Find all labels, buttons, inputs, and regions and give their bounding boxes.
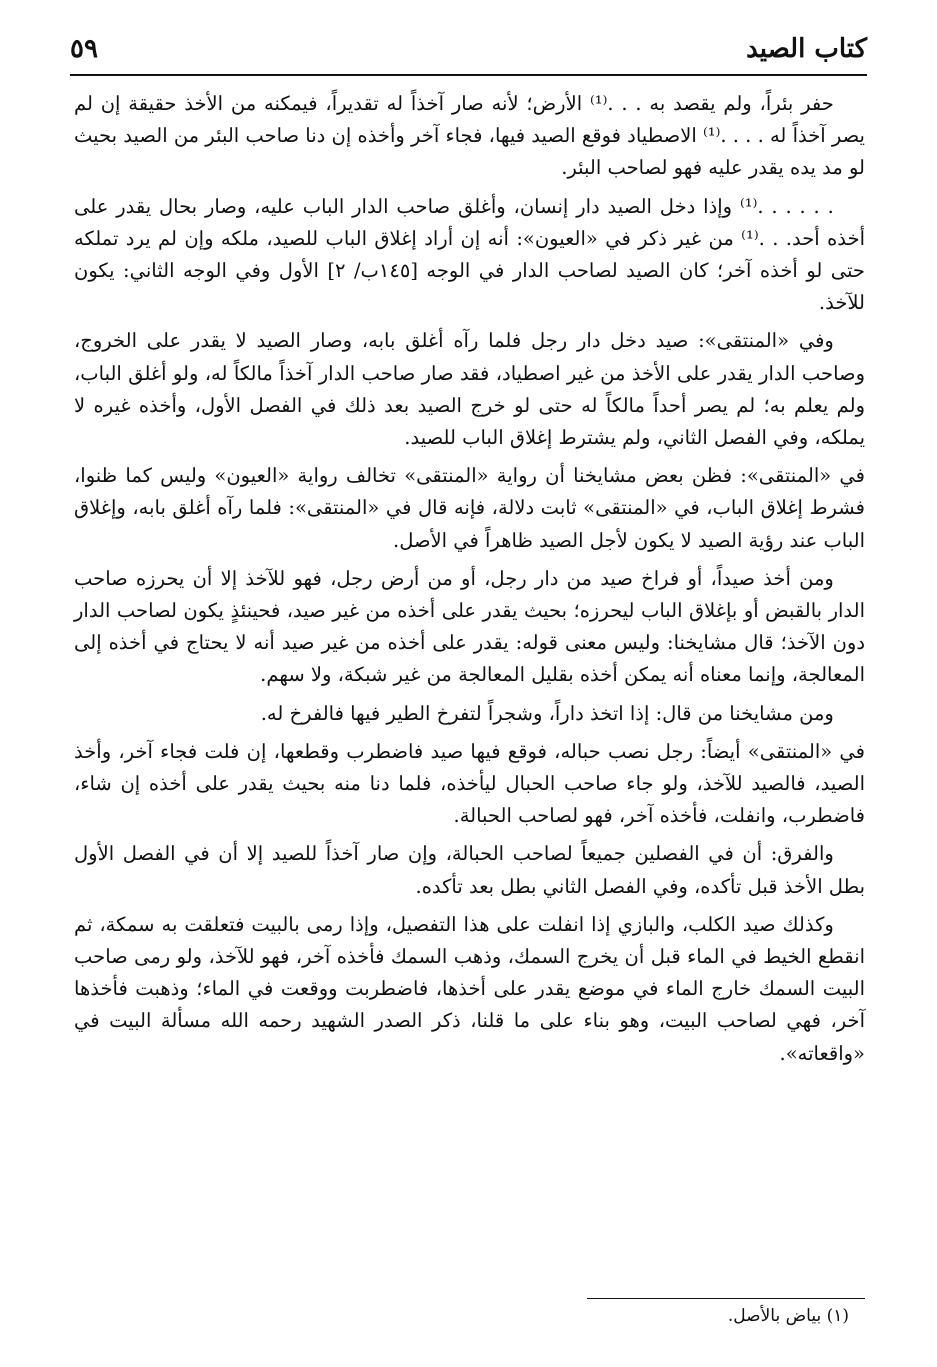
page-header <box>70 28 867 76</box>
footnote-divider <box>587 1298 865 1299</box>
page-number: ٥٩ <box>70 34 98 64</box>
paragraph-6: ومن مشايخنا من قال: إذا اتخذ داراً، وشجراً لتفرخ الطير فيها فالفرخ له. <box>260 701 834 725</box>
body-text <box>74 88 865 1076</box>
paragraph-4: في «المنتقى»: فظن بعض مشايخنا أن رواية «المنتقى» تخالف رواية «العيون» وليس كما ظنوا، فشرط إغلاق الباب، في «المنتقى» ثابت دلالة، فإنه قال في «المنتقى»: فلما رآه أغلق بابه، وإغلاق الباب عند رؤية الصيد لا يكون لأجل الصيد ظاهراً في الأصل. <box>74 464 865 552</box>
paragraph-7: في «المنتقى» أيضاً: رجل نصب حباله، فوقع فيها صيد فاضطرب وقطعها، إن فلت فجاء آخر، وأخذ الصيد، فالصيد للآخذ، ولو جاء صاحب الحبال ليأخذه، فلما دنا منه بحيث يقدر على أخذه إن شاء، فاضطرب، وانفلت، فأخذه آخر، فهو لصاحب الحبالة. <box>74 739 865 828</box>
paragraph-1: حفر بئراً، ولم يقصد به . . .⁽¹⁾ الأرض؛ لأنه صار آخذاً له تقديراً، فيمكنه من الأخذ حقيقة إن لم يصر آخذاً له . . . .⁽¹⁾ الاصطياد فوقع الصيد فيها، فجاء آخر وأخذه إن دنا صاحب البئر من الصيد بحيث لو مد يده يقدر عليه فهو لصاحب البئر. <box>73 92 865 180</box>
paragraph-8: والفرق: أن في الفصلين جميعاً لصاحب الحبالة، وإن صار آخذاً للصيد إلا أن في الفصل الأول بطل الأخذ قبل تأكده، وفي الفصل الثاني بطل بعد تأكده. <box>74 842 865 898</box>
footnote: (١) بياض بالأصل. <box>727 1306 849 1326</box>
running-title: كتاب الصيد <box>746 34 867 64</box>
paragraph-5: ومن أخذ صيداً، أو فراخ صيد من دار رجل، أو من أرض رجل، فهو للآخذ إلا أن يحرزه صاحب الدار بالقبض أو بإغلاق الباب ليحرزه؛ بحيث يقدر على أخذه من غير صيد، فحينئذٍ يكون لصاحب الدار دون الآخذ؛ قال مشايخنا: وليس معنى قوله: يقدر على أخذه من غير صيد أنه لا يحتاج في أخذه إلى المعالجة، وإنما معناه أنه يمكن أخذه بقليل المعالجة من غير شبكة، ولا سهم. <box>74 566 865 687</box>
paragraph-9: وكذلك صيد الكلب، والبازي إذا انفلت على هذا التفصيل، وإذا رمى بالبيت فتعلقت به سمكة، ثم انقطع الخيط في الماء قبل أن يخرج السمك، وذهب السمك فأخذه آخر، فهو للآخذ، ولو رمى صاحب البيت السمك خارج الماء في موضع يقدر على أخذها، فاضطربت ووقعت في الماء؛ وذهبت فأخذها آخر، فهي لصاحب البيت، وهو بناء على ما قلنا، ذكر الصدر الشهيد رحمه الله مسألة البيت في «واقعاته». <box>74 912 865 1065</box>
paragraph-3: وفي «المنتقى»: صيد دخل دار رجل فلما رآه أغلق بابه، وصار الصيد لا يقدر على الخروج، وصاحب الدار يقدر على الأخذ من غير اصطياد، فقد صار صاحب الدار آخذاً مالكاً له، ولو أغلق الباب، ولم يعلم به؛ لم يصر أحداً مالكاً له حتى لو خرج الصيد بعد ذلك في الفصل الأول، وأخذه غيره لا يملكه، وفي الفصل الثاني، ولم يشترط إغلاق الباب للصيد. <box>74 329 865 450</box>
paragraph-2: . . . . . .⁽¹⁾ وإذا دخل الصيد دار إنسان، وأغلق صاحب الدار الباب عليه، وصار بحال يقدر على أخذه أحد. . .⁽¹⁾ من غير ذكر في «العيون»: أنه إن أراد إغلاق الباب للصيد، ملكه وإن لم يرد تملكه حتى لو أخذه آخر؛ كان الصيد لصاحب الدار في الوجه [١٤٥ب/ ٢] الأول وفي الوجه الثاني: يكون للآخذ. <box>74 194 865 315</box>
